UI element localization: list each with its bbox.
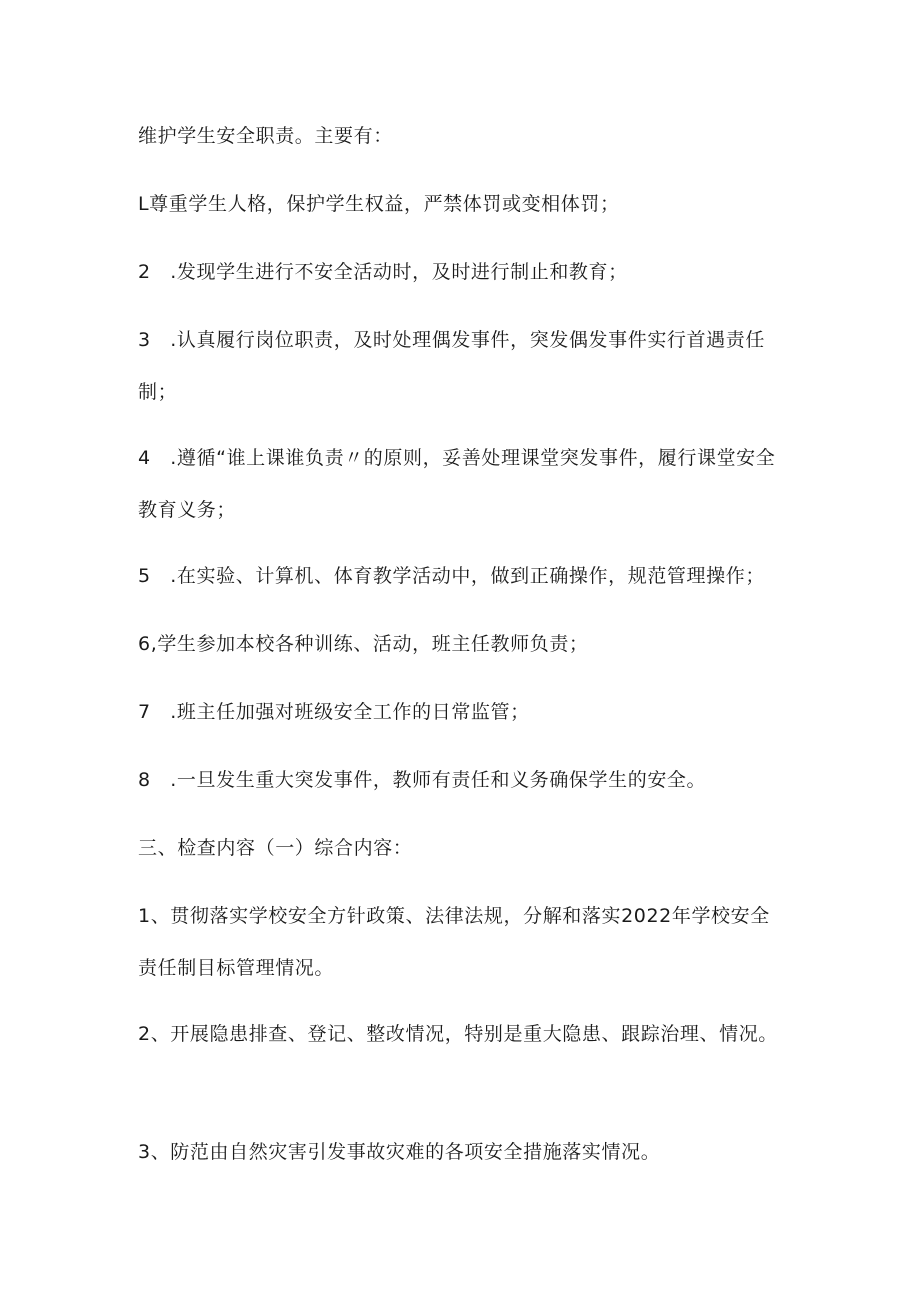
section-heading-inspection: 三、检查内容（一）综合内容： xyxy=(138,837,413,859)
paragraph-check-3: 3、防范由自然灾害引发事故灾难的各项安全措施落实情况。 xyxy=(138,1141,661,1163)
paragraph-item-3: 3 .认真履行岗位职责，及时处理偶发事件，突发偶发事件实行首遇责任制； xyxy=(138,329,765,403)
paragraph-item-2: 2 .发现学生进行不安全活动时，及时进行制止和教育； xyxy=(138,261,628,283)
paragraph-item-7: 7 .班主任加强对班级安全工作的日常监管； xyxy=(138,701,530,723)
paragraph-item-1: L尊重学生人格，保护学生权益，严禁体罚或变相体罚； xyxy=(138,193,620,215)
paragraph-item-8: 8 .一旦发生重大突发事件，教师有责任和义务确保学生的安全。 xyxy=(138,769,707,791)
paragraph-intro: 维护学生安全职责。主要有： xyxy=(138,125,393,147)
paragraph-check-1: 1、贯彻落实学校安全方针政策、法律法规，分解和落实2022年学校安全责任制目标管理情况。 xyxy=(138,905,770,979)
paragraph-check-2: 2、开展隐患排查、登记、整改情况，特别是重大隐患、跟踪治理、情况。 xyxy=(138,1023,778,1045)
paragraph-item-4: 4 .遵循“谁上课谁负责〃的原则，妥善处理课堂突发事件，履行课堂安全教育义务； xyxy=(138,447,776,521)
paragraph-item-6: 6,学生参加本校各种训练、活动，班主任教师负责； xyxy=(138,633,589,655)
paragraph-item-5: 5 .在实验、计算机、体育教学活动中，做到正确操作，规范管理操作； xyxy=(138,565,765,587)
